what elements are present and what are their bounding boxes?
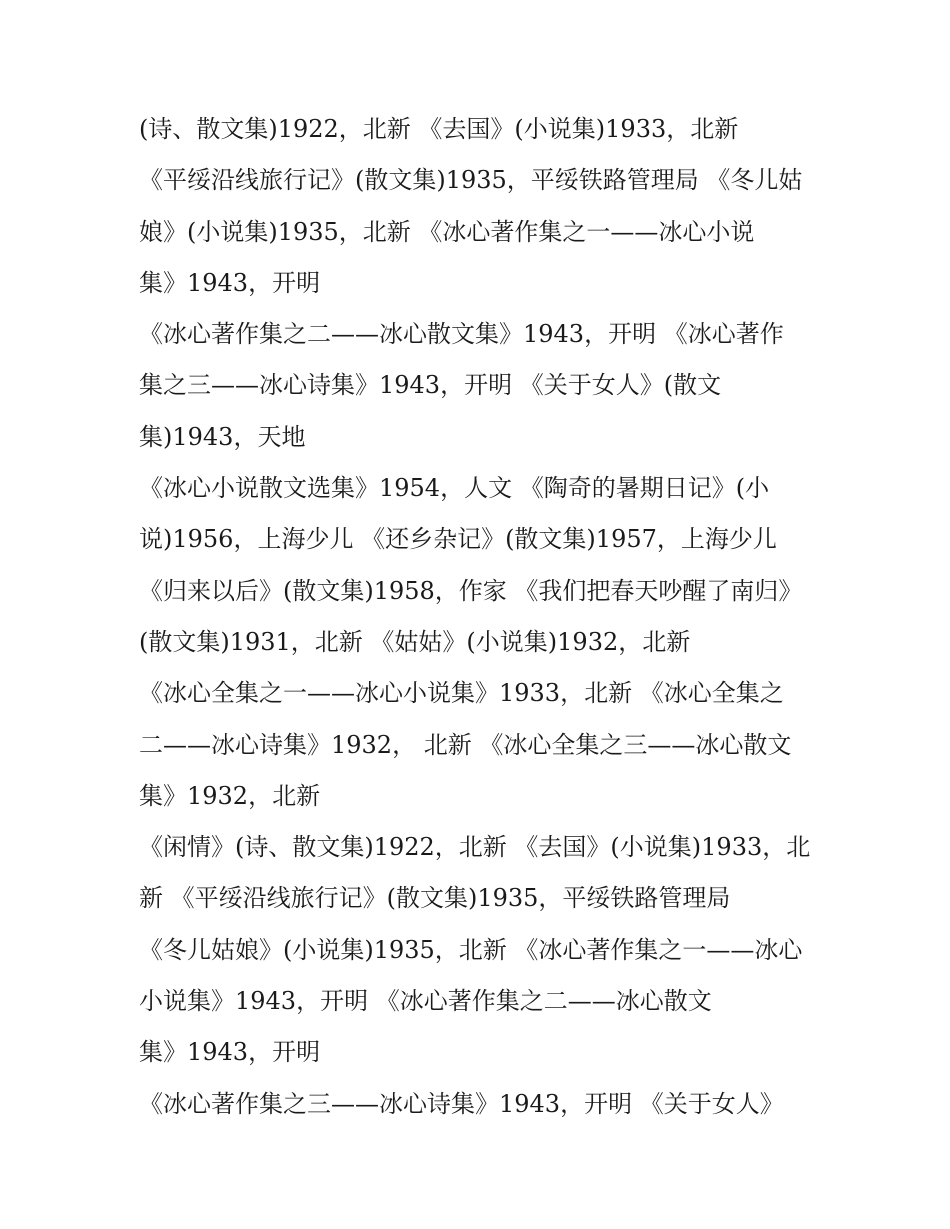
text-line-12: 《冰心全集之一——冰心小说集》1933，北新 《冰心全集之 [139, 679, 784, 708]
text-line-5: 《冰心著作集之二——冰心散文集》1943，开明 《冰心著作 [139, 320, 784, 349]
text-line-18: 小说集》1943，开明 《冰心著作集之二——冰心散文 [139, 987, 712, 1016]
text-line-7: 集)1943，天地 [139, 422, 306, 451]
text-line-4: 集》1943，开明 [139, 268, 321, 297]
text-line-19: 集》1943，开明 [139, 1038, 321, 1067]
text-line-13: 二——冰心诗集》1932， 北新 《冰心全集之三——冰心散文 [139, 730, 792, 759]
text-line-17: 《冬儿姑娘》(小说集)1935，北新 《冰心著作集之一——冰心 [139, 935, 803, 964]
text-line-6: 集之三——冰心诗集》1943，开明 《关于女人》(散文 [139, 371, 722, 400]
text-line-20: 《冰心著作集之三——冰心诗集》1943，开明 《关于女人》 [139, 1089, 784, 1118]
text-line-10: 《归来以后》(散文集)1958，作家 《我们把春天吵醒了南归》 [139, 576, 803, 605]
text-line-15: 《闲情》(诗、散文集)1922，北新 《去国》(小说集)1933，北 [139, 833, 811, 862]
text-line-3: 娘》(小说集)1935，北新 《冰心著作集之一——冰心小说 [139, 217, 755, 246]
text-line-2: 《平绥沿线旅行记》(散文集)1935，平绥铁路管理局 《冬儿姑 [139, 166, 803, 195]
text-line-14: 集》1932，北新 [139, 781, 321, 810]
text-line-16: 新 《平绥沿线旅行记》(散文集)1935，平绥铁路管理局 [139, 884, 731, 913]
text-line-1: (诗、散文集)1922，北新 《去国》(小说集)1933，北新 [139, 115, 739, 143]
bibliography-text [139, 104, 839, 1130]
text-line-8: 《冰心小说散文选集》1954，人文 《陶奇的暑期日记》(小 [139, 474, 770, 503]
text-line-11: (散文集)1931，北新 《姑姑》(小说集)1932，北新 [139, 627, 691, 656]
text-line-9: 说)1956，上海少儿 《还乡杂记》(散文集)1957，上海少儿 [139, 525, 777, 554]
